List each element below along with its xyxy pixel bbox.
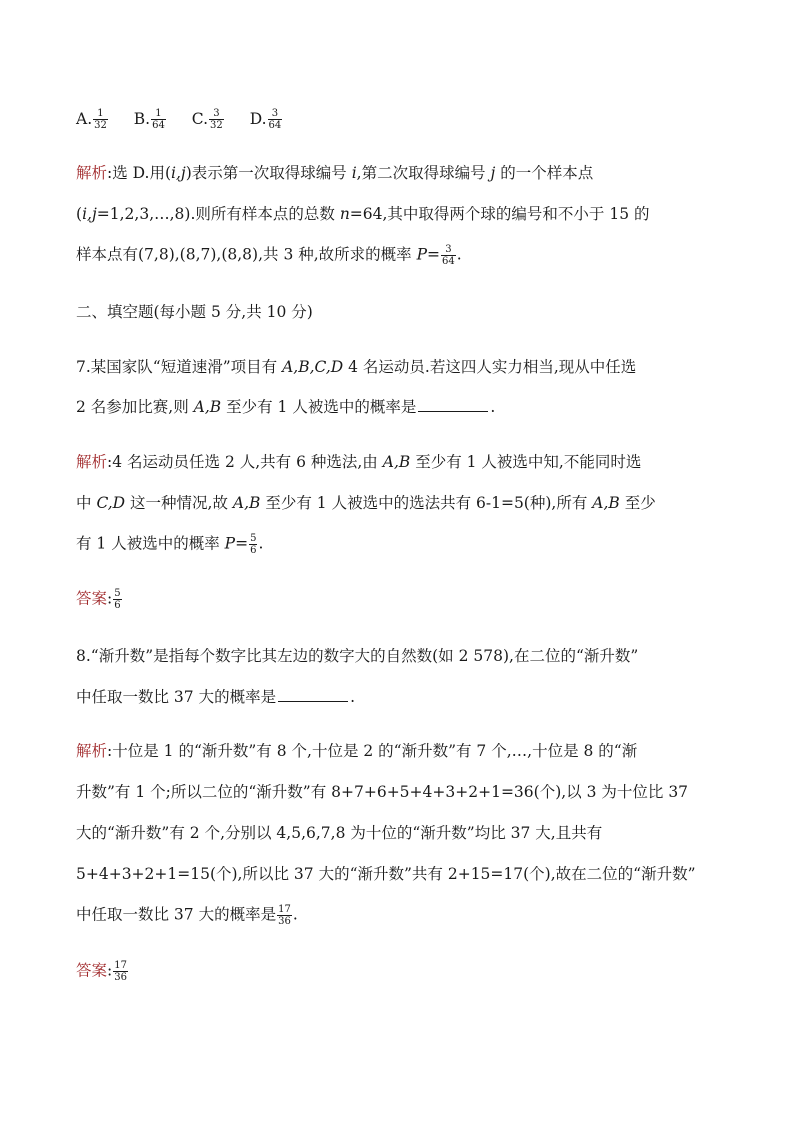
option-a: A. $\frac{1}{32}$ bbox=[76, 108, 107, 131]
answer-blank bbox=[418, 397, 488, 412]
solution-label: 解析 bbox=[76, 164, 108, 182]
solution-label: 解析 bbox=[76, 453, 108, 471]
option-d: D. $\frac{3}{64}$ bbox=[249, 108, 282, 131]
answer-label: 答案 bbox=[76, 961, 108, 980]
q8-solution-line-3: 大的“渐升数”有 2 个,分别以 4,5,6,7,8 为十位的“渐升数”均比 37 大,且共有 bbox=[76, 824, 603, 842]
q8-question-line-1: 8.“渐升数”是指每个数字比其左边的数字大的自然数(如 2 578),在二位的“渐升数” bbox=[76, 647, 639, 665]
q7-probability-fraction: $\frac{5}{6}$ bbox=[250, 533, 257, 556]
q8-solution-line-2: 升数”有 1 个;所以二位的“渐升数”有 8+7+6+5+4+3+2+1=36(个),以 3 为十位比 37 bbox=[76, 783, 689, 801]
option-b: B. $\frac{1}{64}$ bbox=[133, 108, 165, 131]
q7-solution-line-1: 解析:4 名运动员任选 2 人,共有 6 种选法,由 A,B 至少有 1 人被选中知,不能同时选 bbox=[76, 453, 642, 471]
q8-solution-line-4: 5+4+3+2+1=15(个),所以比 37 大的“渐升数”共有 2+15=17(个),故在二位的“渐升数” bbox=[76, 865, 696, 883]
q6-probability-fraction: $\frac{3}{64}$ bbox=[442, 244, 455, 267]
option-c: C. $\frac{3}{32}$ bbox=[191, 108, 223, 131]
q7-question-line-1: 7.某国家队“短道速滑”项目有 A,B,C,D 4 名运动员.若这四人实力相当,现从中任选 bbox=[76, 358, 637, 376]
q7-solution-line-3: 有 1 人被选中的概率 P= $\frac{5}{6}$ . bbox=[76, 533, 264, 556]
answer-options bbox=[76, 108, 303, 131]
section-heading: 二、填空题(每小题 5 分,共 10 分) bbox=[76, 303, 313, 321]
q8-answer-fraction: $\frac{17}{36}$ bbox=[114, 960, 127, 983]
q7-question-line-2: 2 名参加比赛,则 A,B 至少有 1 人被选中的概率是 . bbox=[76, 398, 496, 416]
q8-solution-line-5: 中任取一数比 37 大的概率是 $\frac{17}{36}$ . bbox=[76, 904, 298, 927]
q6-solution-line-1: 解析:选 D.用(i,j)表示第一次取得球编号 i,第二次取得球编号 j 的一个样本点 bbox=[76, 164, 594, 182]
q8-probability-fraction: $\frac{17}{36}$ bbox=[278, 904, 291, 927]
q8-question-line-2: 中任取一数比 37 大的概率是 . bbox=[76, 688, 356, 706]
q7-answer: 答案: $\frac{5}{6}$ bbox=[76, 588, 121, 611]
q6-solution-line-3: 样本点有(7,8),(8,7),(8,8),共 3 种,故所求的概率 P= $\frac{3}{64}$ . bbox=[76, 244, 462, 267]
answer-label: 答案 bbox=[76, 589, 108, 608]
q8-solution-line-1: 解析:十位是 1 的“渐升数”有 8 个,十位是 2 的“渐升数”有 7 个,…,十位是 8 的“渐 bbox=[76, 742, 638, 760]
q7-solution-line-2: 中 C,D 这一种情况,故 A,B 至少有 1 人被选中的选法共有 6-1=5(种),所有 A,B 至少 bbox=[76, 494, 656, 512]
q6-solution-line-2: (i,j=1,2,3,…,8).则所有样本点的总数 n=64,其中取得两个球的编号和不小于 15 的 bbox=[76, 205, 650, 223]
answer-blank bbox=[278, 687, 348, 702]
q7-answer-fraction: $\frac{5}{6}$ bbox=[114, 588, 121, 611]
solution-label: 解析 bbox=[76, 742, 108, 760]
q8-answer: 答案: $\frac{17}{36}$ bbox=[76, 960, 127, 983]
